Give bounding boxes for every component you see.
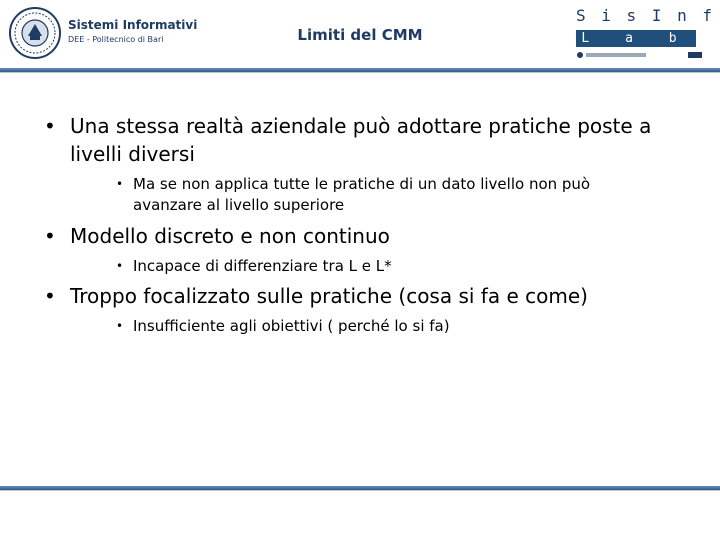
lab-logo-strip-icon	[576, 51, 706, 59]
bullet-dot-icon: •	[116, 177, 124, 191]
bullet-dot-icon: •	[44, 284, 56, 308]
sub-bullet-text: Ma se non applica tutte le pratiche di un dato livello non può avanzare al livello superiore	[133, 175, 591, 214]
bullet-text: Troppo focalizzato sulle pratiche (cosa si fa e come)	[70, 284, 588, 308]
bullet-text: Modello discreto e non continuo	[70, 224, 390, 248]
bullet-dot-icon: •	[44, 114, 56, 138]
sub-bullet-text: Incapace di differenziare tra L e L*	[133, 257, 392, 275]
slide-header	[0, 0, 720, 70]
sisinf-lab-logo	[570, 6, 715, 62]
org-title: Sistemi Informativi	[68, 18, 198, 32]
header-divider-light	[0, 72, 720, 73]
lab-logo-bar: L a b	[576, 30, 696, 47]
bullet-dot-icon: •	[116, 319, 124, 333]
university-seal-icon	[8, 6, 62, 60]
org-subtitle: DEE - Politecnico di Bari	[68, 35, 164, 44]
lab-logo-top-text: S i s I n f	[576, 6, 715, 25]
footer-divider-light	[0, 490, 720, 491]
bullet-dot-icon: •	[44, 224, 56, 248]
sub-bullet-text: Insufficiente agli obiettivi ( perché lo si fa)	[133, 317, 450, 335]
page-title: Limiti del CMM	[297, 26, 423, 44]
bullet-dot-icon: •	[116, 259, 124, 273]
bullet-text: Una stessa realtà aziendale può adottare pratiche poste a livelli diversi	[70, 114, 652, 166]
